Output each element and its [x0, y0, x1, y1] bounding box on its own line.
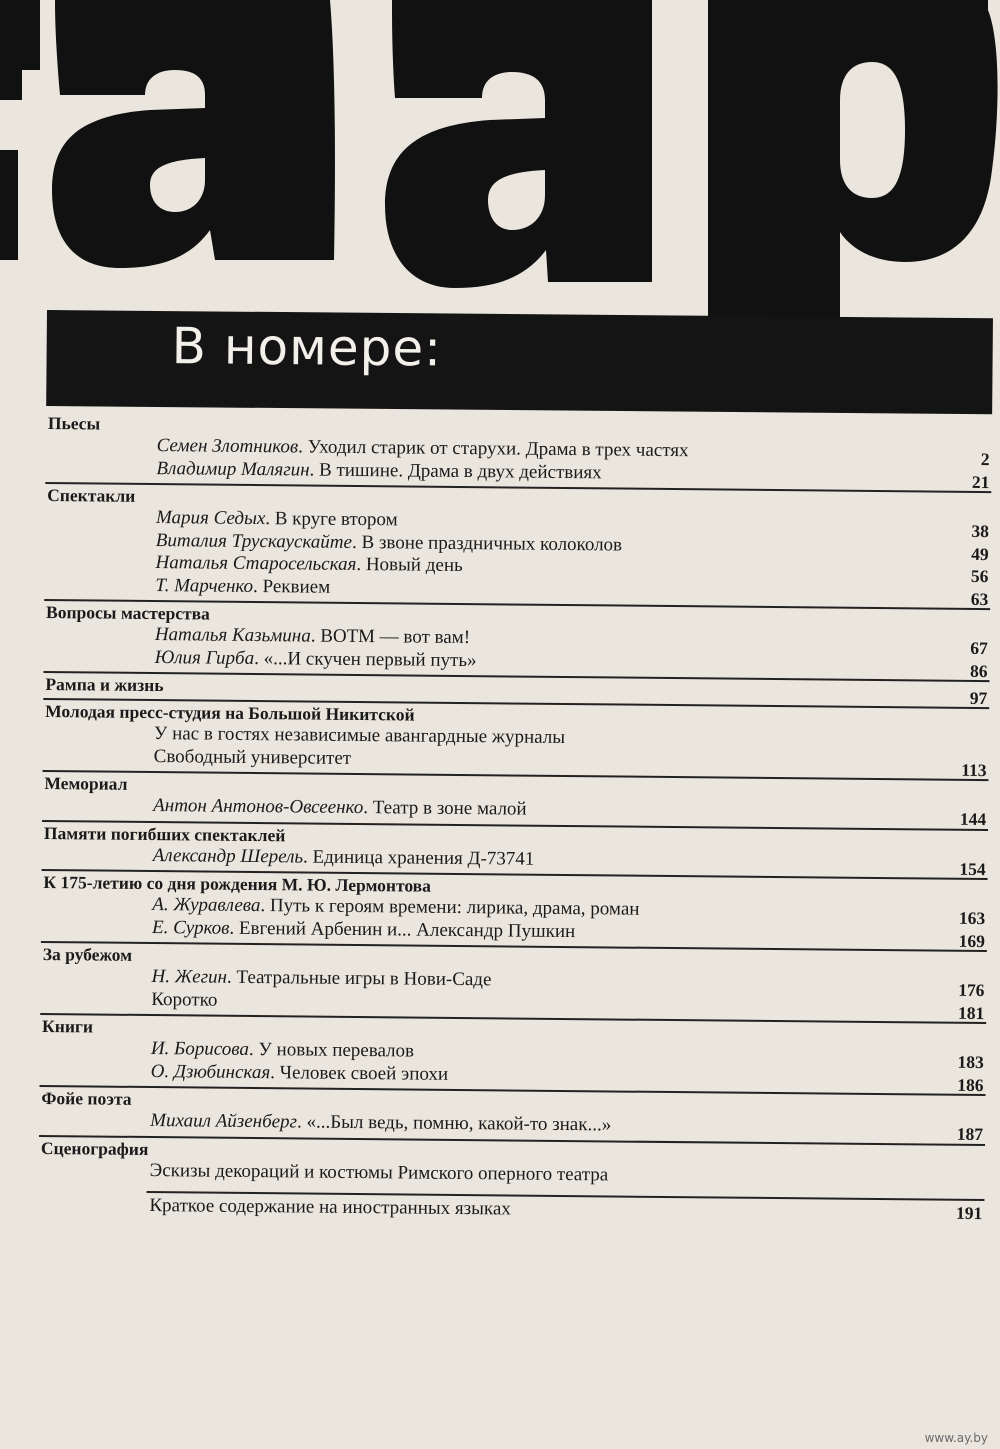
entry-title: ВОТМ — вот вам!: [320, 625, 471, 649]
toc-entry: Александр Шерель. Единица хранения Д-73741 154: [152, 844, 986, 879]
toc-entry: Е. Сурков. Евгений Арбенин и... Александр Пушкин 169: [151, 916, 986, 951]
entry-page-number: 187: [956, 1123, 984, 1145]
entry-title: Театральные игры в Нови-Саде: [236, 966, 492, 991]
entry-page-number: 2: [980, 448, 990, 470]
summary-title: Краткое содержание на иностранных языках: [149, 1195, 511, 1220]
entry-author: Наталья Старосельская: [155, 552, 357, 575]
toc-entry: Виталия Трускаускайте. В звоне праздничных колоколов 49: [155, 529, 989, 564]
toc-entry: Семен Злотников. Уходил старик от старухи. Драма в трех частях 2: [156, 435, 990, 470]
entry-title: Коротко: [151, 988, 218, 1011]
section-title: Памяти погибших спектаклей: [43, 822, 286, 845]
toc-entry: Михаил Айзенберг. «...Был ведь, помню, какой-то знак...» 187: [150, 1110, 984, 1145]
section-title: Вопросы мастерства: [45, 602, 210, 624]
entry-author: Юлия Гирба: [154, 646, 255, 669]
entry-author: Е. Сурков: [151, 916, 230, 939]
entry-title: В круге втором: [274, 508, 398, 531]
section-title: Пьесы: [47, 413, 101, 434]
toc-entry: Наталья Старосельская. Новый день 56: [155, 552, 989, 587]
section-title: Книги: [42, 1015, 94, 1037]
entry-author: Александр Шерель: [152, 844, 304, 867]
entry-author: И. Борисова: [150, 1038, 250, 1060]
entry-title: Уходил старик от старухи. Драма в трех частях: [307, 436, 689, 462]
toc-entry: Юлия Гирба. «...И скучен первый путь» 86: [154, 646, 988, 681]
entry-page-number: 181: [957, 1002, 985, 1023]
entry-title: Театр в зоне малой: [372, 797, 527, 820]
entry-page-number: 49: [971, 543, 989, 564]
section-title: К 175-летию со дня рождения М. Ю. Лермонтова: [43, 871, 432, 896]
toc-section: [44, 482, 991, 608]
entry-page-number: 183: [957, 1051, 984, 1073]
summary-page-number: 191: [956, 1202, 983, 1224]
foreign-summary-entry: [146, 1191, 984, 1225]
entry-title: У новых перевалов: [258, 1039, 415, 1062]
entry-page-number: 176: [958, 979, 985, 1001]
entry-page-number: 86: [969, 660, 988, 681]
banner-title: В номере:: [171, 317, 443, 378]
entry-page-number: 21: [971, 471, 990, 492]
in-issue-banner: [46, 310, 993, 414]
section-title: Спектакли: [47, 485, 136, 506]
toc-section: [40, 1013, 987, 1094]
entry-page-number: 144: [959, 808, 987, 830]
section-title: За рубежом: [42, 943, 133, 965]
section-title: Молодая пресс-студия на Большой Никитской: [45, 701, 415, 725]
entry-title: В тишине. Драма в двух действиях: [318, 459, 602, 483]
entry-title: У нас в гостях независимые авангардные журналы: [153, 723, 566, 748]
toc-entry: Антон Антонов-Овсеенко. Театр в зоне малой 144: [153, 795, 987, 830]
entry-title: «...Был ведь, помню, какой-то знак...»: [306, 1111, 612, 1136]
toc-section: [41, 869, 988, 950]
watermark-text: www.ay.by: [924, 1431, 988, 1445]
masthead-logo: [0, 0, 1000, 318]
entry-author: Антон Антонов-Овсеенко: [153, 795, 364, 819]
toc-section: [42, 819, 988, 878]
entry-page-number: 63: [970, 588, 989, 609]
entry-page-number: 113: [961, 759, 987, 780]
entry-author: Виталия Трускаускайте: [155, 529, 353, 553]
section-page-number: 97: [969, 687, 988, 709]
entry-author: Наталья Казьмина: [154, 624, 311, 647]
toc-section: [40, 941, 987, 1022]
toc-section: [39, 1134, 985, 1193]
section-title: Мемориал: [44, 773, 128, 794]
entry-page-number: 38: [971, 520, 989, 542]
entry-title: Путь к героям времени: лирика, драма, роман: [269, 895, 640, 920]
entry-title: Евгений Арбенин и... Александр Пушкин: [238, 917, 576, 942]
masthead-letters-graphic: [0, 0, 1000, 318]
entry-author: Мария Седых: [155, 507, 266, 530]
entry-page-number: 186: [957, 1074, 984, 1095]
entry-author: Н. Жегин: [151, 966, 228, 988]
toc-section: [44, 599, 991, 680]
toc-entry: Н. Жегин. Театральные игры в Нови-Саде 176: [151, 966, 985, 1001]
toc-entry: Наталья Казьмина. ВОТМ — вот вам! 67: [154, 624, 988, 659]
entry-title: Единица хранения Д-73741: [312, 846, 535, 870]
entry-title: Человек своей эпохи: [279, 1061, 449, 1085]
entry-author: Владимир Малягин: [156, 457, 310, 481]
section-title: Сценография: [40, 1137, 149, 1159]
toc-section: [39, 1085, 985, 1144]
entry-title: Новый день: [365, 554, 463, 577]
entry-title: «...И скучен первый путь»: [263, 647, 477, 671]
entry-title: Эскизы декораций и костюмы Римского оперного театра: [149, 1159, 609, 1185]
entry-author: О. Дзюбинская: [150, 1060, 271, 1083]
toc-section: [43, 698, 990, 779]
entry-page-number: 56: [970, 565, 989, 587]
entry-page-number: 169: [958, 930, 986, 951]
entry-author: Семен Злотников: [156, 435, 299, 458]
entry-author: А. Журавлева: [152, 894, 261, 917]
toc-entry: И. Борисова. У новых перевалов 183: [150, 1038, 984, 1073]
toc-section: [45, 412, 992, 491]
toc-entry: Владимир Малягин. В тишине. Драма в двух действиях 21: [156, 457, 990, 492]
entry-title: Свободный университет: [153, 745, 352, 769]
entry-title: В звоне праздничных колоколов: [361, 531, 623, 556]
toc-entry: Т. Марченко. Реквием 63: [155, 574, 989, 609]
table-of-contents: [38, 412, 992, 1225]
toc-entry: О. Дзюбинская. Человек своей эпохи 186: [150, 1060, 984, 1095]
entry-author: Т. Марченко: [155, 574, 254, 597]
section-title: Фойе поэта: [41, 1087, 132, 1109]
entry-title: Реквием: [262, 575, 331, 598]
toc-entry: Мария Седых. В круге втором 38: [155, 507, 989, 542]
toc-entry: А. Журавлева. Путь к героям времени: лирика, драма, роман 163: [152, 894, 986, 929]
entry-page-number: 154: [959, 858, 986, 879]
section-title: Рампа и жизнь: [45, 674, 164, 696]
toc-section: [42, 770, 988, 829]
entry-author: Михаил Айзенберг: [150, 1110, 298, 1133]
entry-page-number: 163: [958, 907, 986, 929]
entry-page-number: 67: [970, 637, 988, 659]
